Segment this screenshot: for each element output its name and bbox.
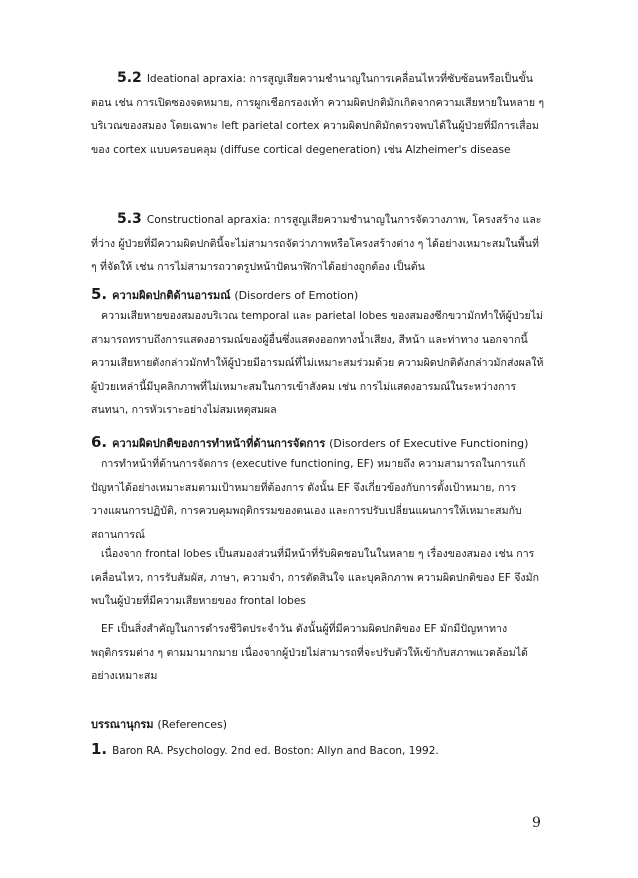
reference-item: [91, 739, 561, 761]
heading-emotion: [91, 284, 561, 306]
page-number: 9: [532, 815, 541, 831]
section-text: Constructional apraxia: การสูญเสียความชำนาญในการจัดวางภาพ, โครงสร้าง และที่ว่าง ผู้ป่วยที่มีความผิดปกตินี้จะไม่สามารถจัดว่าภาพหรือโครงสร้างต่าง ๆ ได้อย่างเหมาะสมในพื้นที่ ๆ ที่จัดให้ เช่น การไม่สามารถวาดรูปหน้าปัดนาฬิกาได้อย่างถูกต้อง เป็นต้น: [91, 214, 542, 273]
heading-title: ความผิดปกติของการทำหน้าที่ด้านการจัดการ: [112, 437, 326, 450]
heading-english: (Disorders of Executive Functioning): [329, 437, 529, 450]
executive-paragraph-2: เนื่องจาก frontal lobes เป็นสมองส่วนที่มีหน้าที่รับผิดชอบในในหลาย ๆ เรื่องของสมอง เช่น การเคลื่อนไหว, การรับสัมผัส, ภาษา, ความจำ, การตัดสินใจ และบุคลิกภาพ ความผิดปกติของ EF จึงมักพบในผู้ป่วยที่มีความเสียหายของ frontal lobes: [91, 548, 540, 607]
emotion-paragraph: ความเสียหายของสมองบริเวณ temporal และ parietal lobes ของสมองซีกขวามักทำให้ผู้ป่วยไม่สามารถทราบถึงการแสดงอารมณ์ของผู้อื่นซึ่งแสดงออกทางน้ำเสียง, สีหน้า และท่าทาง นอกจากนี้ ความเสียหายดังกล่าวมักทำให้ผู้ป่วยมีอารมณ์ที่ไม่เหมาะสมร่วมด้วย ความผิดปกติดังกล่าวมักส่งผลให้ผู้ป่วยเหล่านี้มีบุคลิกภาพที่ไม่เหมาะสมในการเข้าสังคม เช่น การไม่แสดงอารมณ์ในระหว่างการสนทนา, การหัวเราะอย่างไม่สมเหตุสมผล: [91, 310, 544, 416]
section-text: Ideational apraxia: การสูญเสียความชำนาญในการเคลื่อนไหวที่ซับซ้อนหรือเป็นขั้นตอน เช่น การเปิดซองจดหมาย, การผูกเชือกรองเท้า ความผิดปกติมักเกิดจากความเสียหายในหลาย ๆ บริเวณของสมอง โดยเฉพาะ left parietal cortex ความผิดปกติมักตรวจพบได้ในผู้ป่วยที่มีการเสื่อมของ cortex แบบครอบคลุม (diffuse cortical degeneration) เช่น Alzheimer's disease: [91, 73, 545, 156]
executive-paragraph-1: การทำหน้าที่ด้านการจัดการ (executive functioning, EF) หมายถึง ความสามารถในการแก้ปัญหาได้อย่างเหมาะสมตามเป้าหมายที่ต้องการ ดังนั้น EF จึงเกี่ยวข้องกับการตั้งเป้าหมาย, การวางแผนการปฏิบัติ, การควบคุมพฤติกรรมของตนเอง และการปรับเปลี่ยนแผนการให้เหมาะสมกับสถานการณ์: [91, 458, 526, 541]
references-english: (References): [157, 718, 228, 731]
references-heading: [91, 715, 561, 735]
executive-paragraph-3: EF เป็นสิ่งสำคัญในการดำรงชีวิตประจำวัน ดังนั้นผู้ที่มีความผิดปกติของ EF มักมีปัญหาทางพฤติกรรมต่าง ๆ ตามมามากมาย เนื่องจากผู้ป่วยไม่สามารถที่จะปรับตัวให้เข้ากับสภาพแวดล้อมได้อย่างเหมาะสม: [91, 623, 528, 682]
section-5-3-paragraph: [91, 208, 546, 280]
heading-english: (Disorders of Emotion): [234, 289, 359, 302]
reference-number: 1.: [91, 740, 108, 758]
references-title: บรรณานุกรม: [91, 718, 154, 731]
reference-text: Baron RA. Psychology. 2nd ed. Boston: Allyn and Bacon, 1992.: [112, 745, 439, 757]
section-number: 5.2: [117, 70, 142, 86]
heading-executive: [91, 432, 561, 454]
heading-number: 5.: [91, 285, 108, 303]
heading-number: 6.: [91, 433, 108, 451]
section-number: 5.3: [117, 211, 142, 227]
section-5-2-paragraph: [91, 67, 546, 162]
heading-title: ความผิดปกติด้านอารมณ์: [112, 289, 231, 302]
